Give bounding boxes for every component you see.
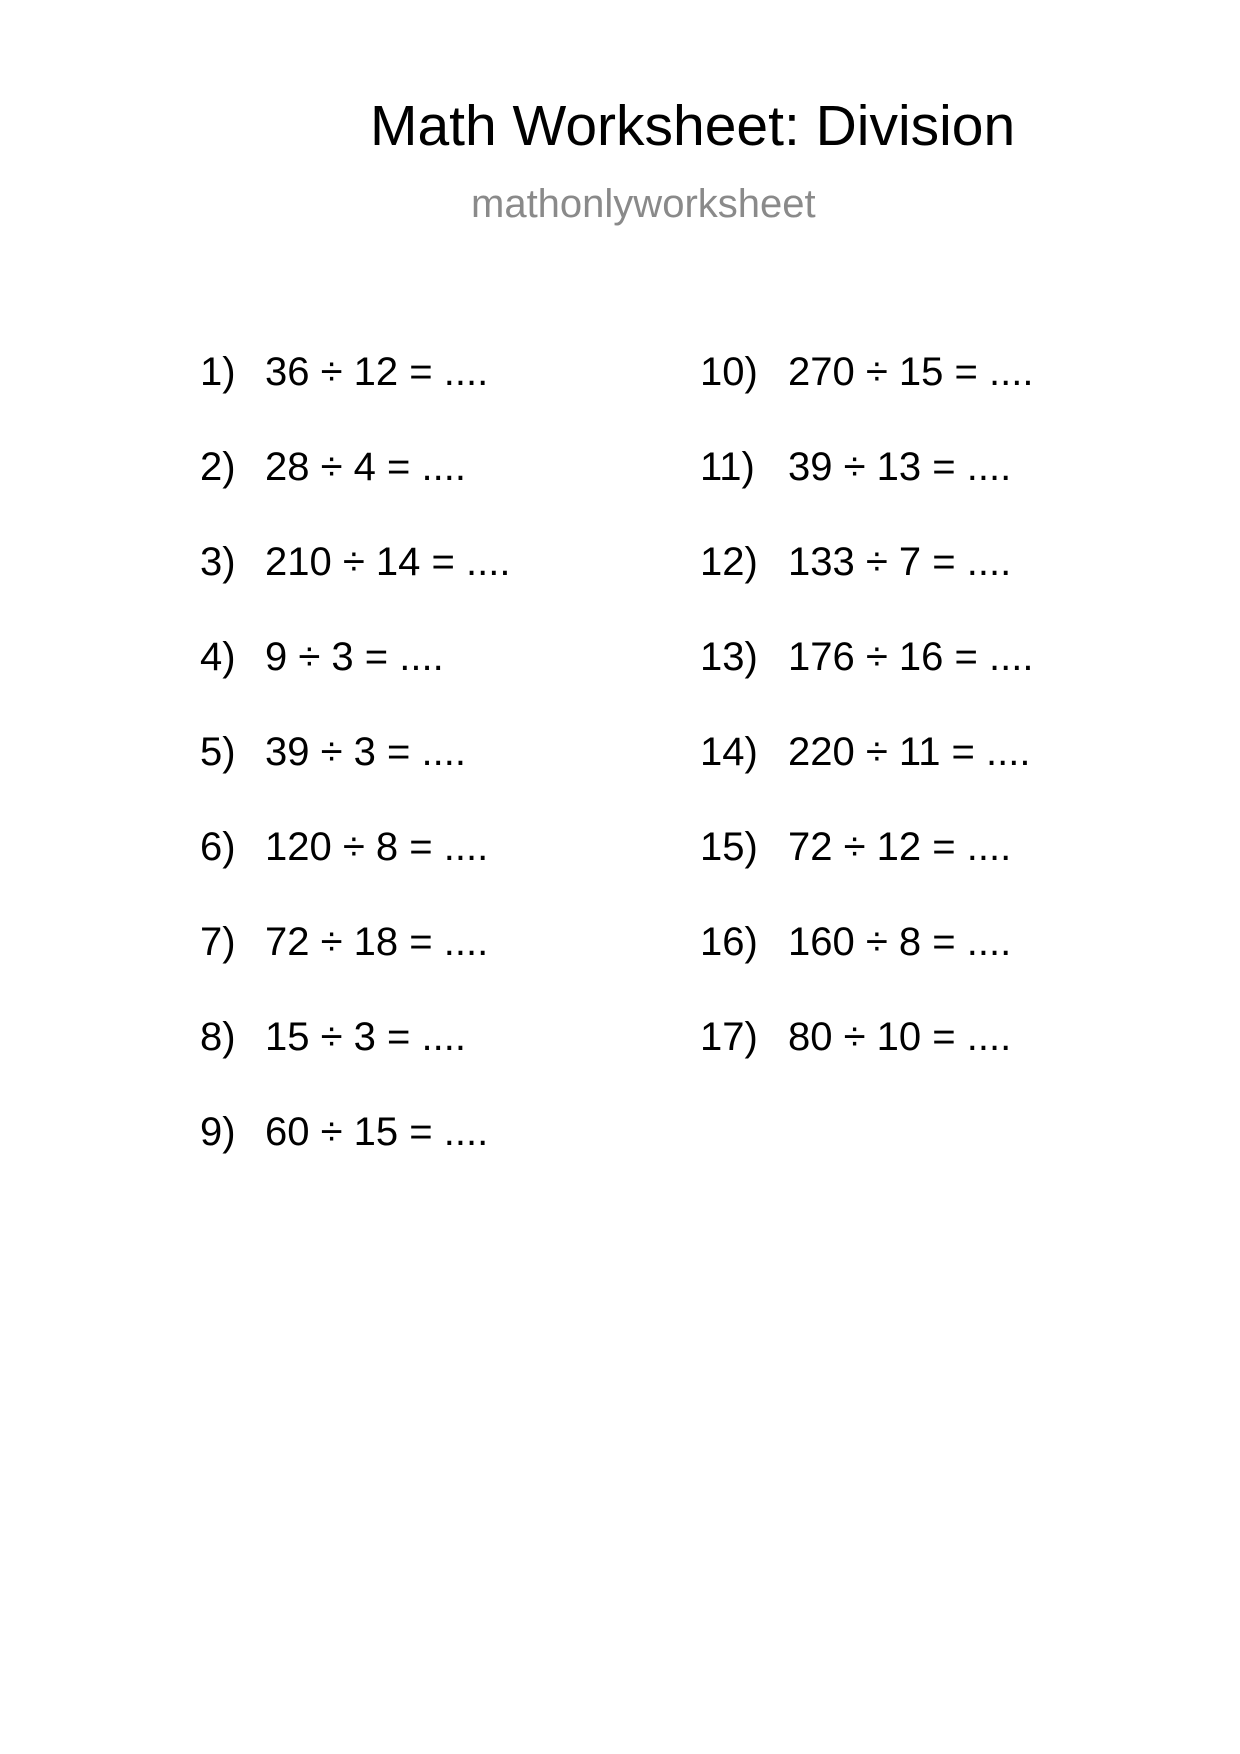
worksheet-title: Math Worksheet: Division: [370, 94, 1016, 158]
problem-item: [700, 352, 1033, 447]
problem-expression: 160 ÷ 8 = ....: [788, 920, 1012, 964]
problem-item: [200, 542, 510, 637]
problem-expression: 72 ÷ 18 = ....: [265, 920, 489, 964]
problem-expression: 176 ÷ 16 = ....: [788, 635, 1034, 679]
problem-expression: 133 ÷ 7 = ....: [788, 540, 1012, 584]
problem-column-right: [700, 352, 1033, 1112]
problem-item: [200, 352, 510, 447]
problem-item: [200, 1017, 510, 1112]
problem-expression: 270 ÷ 15 = ....: [788, 350, 1034, 394]
problem-expression: 80 ÷ 10 = ....: [788, 1015, 1012, 1059]
problem-number: 2): [200, 445, 236, 489]
problem-expression: 60 ÷ 15 = ....: [265, 1110, 489, 1154]
problem-number: 1): [200, 350, 236, 394]
problem-expression: 120 ÷ 8 = ....: [265, 825, 489, 869]
problem-number: 11): [700, 445, 755, 489]
problem-column-left: [200, 352, 510, 1207]
problem-expression: 9 ÷ 3 = ....: [265, 635, 444, 679]
problem-number: 13): [700, 635, 758, 679]
problem-expression: 220 ÷ 11 = ....: [788, 730, 1031, 774]
problem-number: 6): [200, 825, 236, 869]
problem-item: [700, 447, 1033, 542]
problem-expression: 39 ÷ 3 = ....: [265, 730, 466, 774]
problem-number: 15): [700, 825, 758, 869]
problem-number: 9): [200, 1110, 236, 1154]
problem-item: [700, 1017, 1033, 1112]
problem-expression: 39 ÷ 13 = ....: [788, 445, 1012, 489]
problem-item: [200, 1112, 510, 1207]
problem-item: [200, 447, 510, 542]
problem-number: 8): [200, 1015, 236, 1059]
problem-item: [200, 922, 510, 1017]
problem-expression: 36 ÷ 12 = ....: [265, 350, 489, 394]
problem-expression: 72 ÷ 12 = ....: [788, 825, 1012, 869]
problem-number: 16): [700, 920, 758, 964]
problem-item: [700, 542, 1033, 637]
problem-number: 3): [200, 540, 236, 584]
problem-expression: 15 ÷ 3 = ....: [265, 1015, 466, 1059]
problem-number: 14): [700, 730, 758, 774]
problem-item: [700, 637, 1033, 732]
problem-item: [200, 827, 510, 922]
worksheet-subtitle: mathonlyworksheet: [471, 182, 816, 226]
problem-number: 5): [200, 730, 236, 774]
problem-expression: 210 ÷ 14 = ....: [265, 540, 511, 584]
problem-number: 7): [200, 920, 236, 964]
problem-number: 17): [700, 1015, 758, 1059]
problem-number: 4): [200, 635, 236, 679]
problem-item: [200, 732, 510, 827]
problem-item: [700, 922, 1033, 1017]
problem-item: [700, 827, 1033, 922]
problem-item: [200, 637, 510, 732]
problem-number: 12): [700, 540, 758, 584]
problem-expression: 28 ÷ 4 = ....: [265, 445, 466, 489]
problem-number: 10): [700, 350, 758, 394]
problem-item: [700, 732, 1033, 827]
